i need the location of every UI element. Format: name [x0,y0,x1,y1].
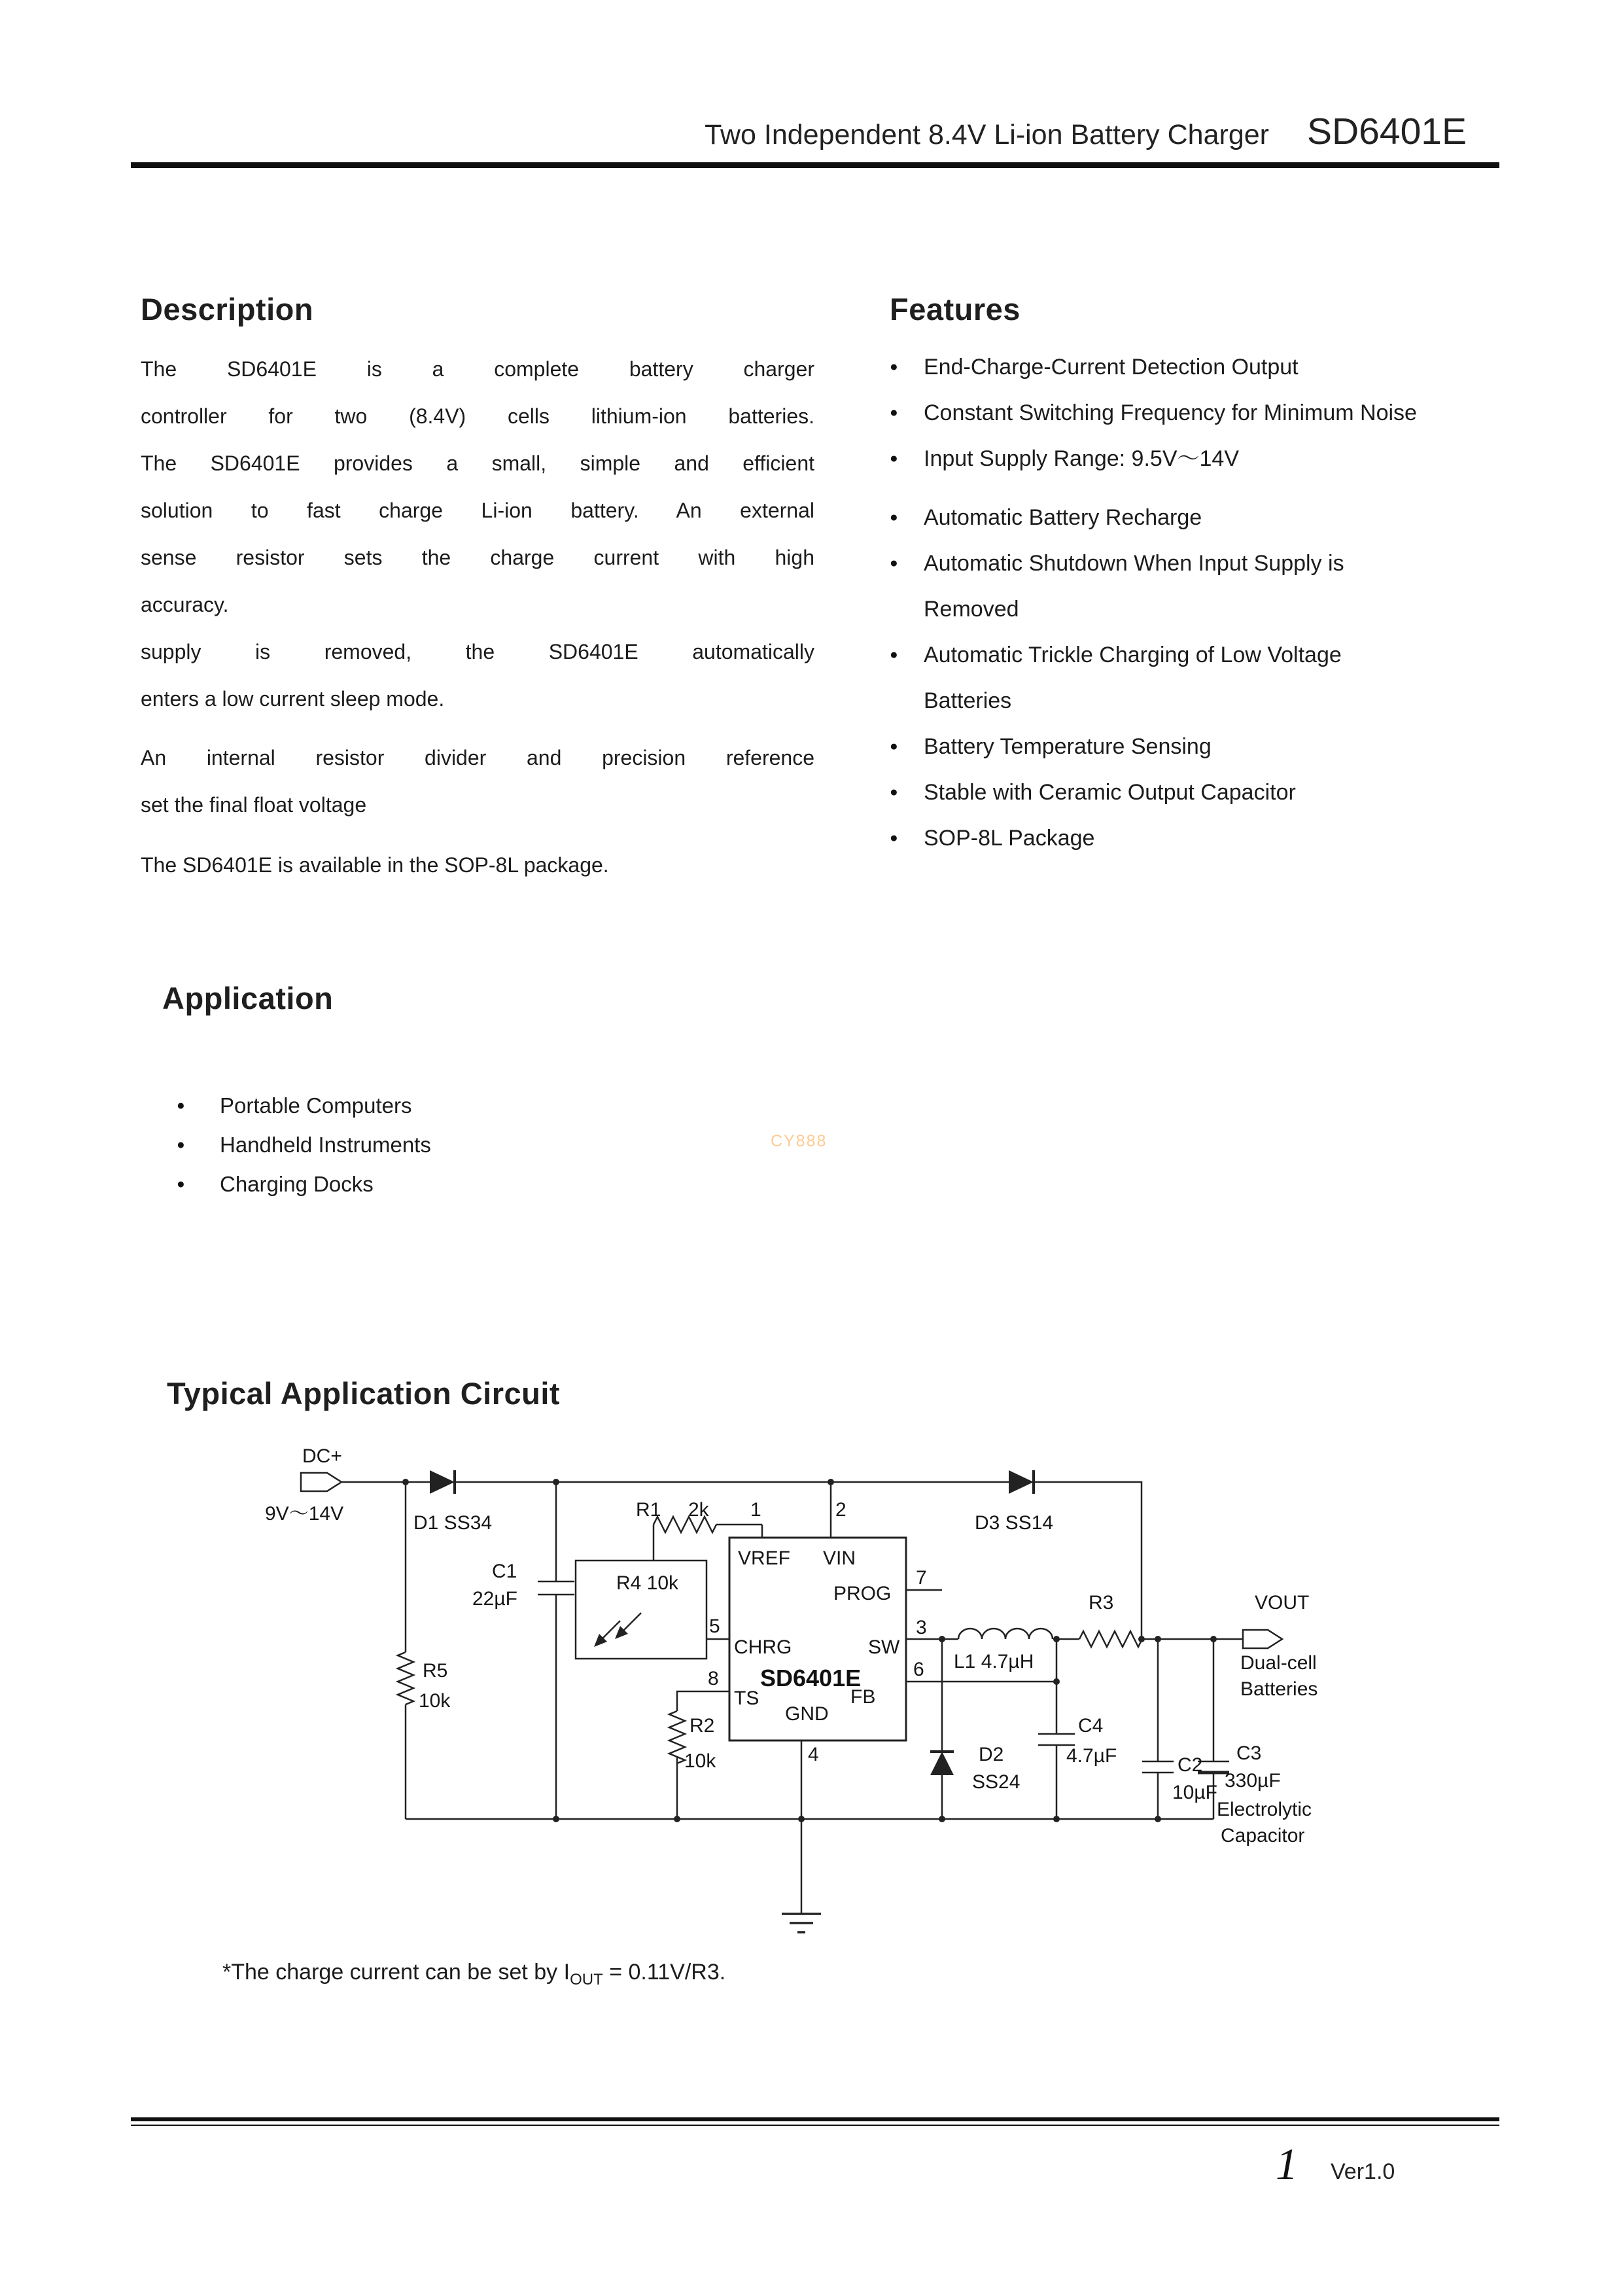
bullet-icon: ● [890,359,898,374]
inductor-l1-symbol [958,1629,1053,1639]
description-line: An internal resistor divider and precision reference [141,746,814,769]
circuit-heading: Typical Application Circuit [167,1376,561,1411]
label-pin1: 1 [750,1499,761,1521]
version-label: Ver1.0 [1331,2159,1395,2184]
dc-input-connector [301,1473,341,1491]
feature-text: SOP-8L Package [924,826,1095,851]
label-c3-note-2: Capacitor [1221,1825,1305,1846]
junction-dots [402,1479,1217,1822]
label-chrg: CHRG [734,1636,792,1658]
label-prog: PROG [833,1583,892,1604]
description-body [141,345,814,889]
resistor-r5-symbol [398,1652,413,1704]
feature-item [890,769,1423,815]
feature-item [890,724,1423,769]
label-pin3: 3 [916,1617,927,1638]
label-c4-name: C4 [1078,1715,1104,1737]
label-r2-value: 10k [684,1750,716,1772]
bullet-icon: ● [177,1137,185,1152]
label-r1-value: 2k [688,1499,709,1521]
application-item [177,1125,765,1165]
feature-text: Constant Switching Frequency for Minimum Noise [924,400,1417,425]
label-ts: TS [734,1687,759,1709]
features-list [890,344,1423,861]
label-pin4: 4 [808,1744,819,1765]
circuit-wires [341,1482,1243,1914]
label-sw: SW [868,1636,900,1658]
application-text: Charging Docks [220,1172,374,1196]
description-section [141,291,814,889]
label-vin: VIN [823,1547,856,1569]
bullet-icon: ● [177,1176,185,1192]
bullet-icon: ● [890,451,898,466]
label-c3-note-1: Electrolytic [1217,1799,1312,1820]
feature-text: Automatic Shutdown When Input Supply is Removed [924,551,1344,622]
feature-text: Battery Temperature Sensing [924,734,1212,759]
label-r1-name: R1 [636,1499,661,1521]
footer-rule [131,2117,1499,2126]
description-line: accuracy. [141,593,229,616]
bullet-icon: ● [890,647,898,662]
label-c4-value: 4.7µF [1066,1745,1117,1767]
label-r3: R3 [1089,1592,1114,1614]
bullet-icon: ● [890,510,898,525]
page-header [0,110,1467,153]
label-r2-name: R2 [689,1715,715,1737]
label-pin2: 2 [835,1499,846,1521]
feature-item [890,390,1423,436]
part-number: SD6401E [1306,111,1467,152]
description-line: controller for two (8.4V) cells lithium-ion batteries. [141,404,814,428]
feature-item [890,815,1423,861]
feature-item [890,632,1423,724]
application-circuit-diagram [262,1436,1374,1960]
bullet-icon: ● [890,785,898,800]
application-item [177,1086,765,1125]
diode-d3-symbol [1009,1470,1034,1494]
application-list [177,1086,765,1204]
label-input-range: 9V～14V [265,1503,344,1525]
label-load-1: Dual-cell [1240,1652,1317,1674]
label-vout: VOUT [1255,1592,1310,1614]
label-vref: VREF [738,1547,791,1569]
watermark: CY888 [771,1132,828,1150]
label-c3-name: C3 [1236,1742,1262,1764]
description-line: sense resistor sets the charge current with high [141,546,814,569]
label-r5-name: R5 [423,1660,448,1682]
application-item [177,1165,765,1204]
page-number: 1 [1276,2139,1298,2189]
feature-text: Input Supply Range: 9.5V～14V [924,446,1239,471]
label-pin8: 8 [708,1668,719,1689]
label-d1: D1 SS34 [413,1512,493,1534]
resistor-r2-symbol [669,1711,685,1763]
description-line: supply is removed, the SD6401E automatically [141,640,814,663]
vout-connector [1243,1630,1282,1648]
application-text: Portable Computers [220,1093,412,1118]
application-text: Handheld Instruments [220,1133,431,1157]
page-footer [1276,2138,1395,2190]
label-pin6: 6 [913,1659,924,1680]
description-line: The SD6401E is available in the SOP-8L package. [141,853,609,877]
description-line: solution to fast charge Li-ion battery. An external [141,499,814,522]
document-title: Two Independent 8.4V Li-ion Battery Charger [705,119,1269,150]
ground-symbol [782,1914,821,1932]
label-c2-value: 10µF [1172,1782,1217,1803]
label-fb: FB [850,1686,876,1708]
label-r4: R4 10k [616,1572,679,1594]
features-section [890,291,1423,861]
note-subscript: OUT [570,1970,603,1988]
label-load-2: Batteries [1240,1678,1318,1700]
label-c3-value: 330µF [1225,1770,1281,1792]
feature-text: Stable with Ceramic Output Capacitor [924,780,1296,805]
description-line: enters a low current sleep mode. [141,687,445,711]
features-heading: Features [890,292,1021,327]
label-ic-name: SD6401E [760,1665,862,1691]
label-dc-plus: DC+ [302,1445,342,1467]
bullet-icon: ● [890,556,898,571]
charge-current-note [222,1960,725,1989]
label-gnd: GND [785,1703,829,1725]
bullet-icon: ● [177,1098,185,1113]
feature-item [890,344,1423,390]
application-heading: Application [162,981,334,1016]
feature-text: End-Charge-Current Detection Output [924,355,1299,380]
note-prefix: *The charge current can be set by I [222,1960,570,1985]
feature-item [890,436,1423,482]
header-rule [131,162,1499,168]
label-c1-name: C1 [492,1561,517,1582]
description-line: The SD6401E is a complete battery charger [141,357,814,381]
label-pin7: 7 [916,1567,927,1589]
feature-item [890,540,1423,632]
feature-text: Automatic Trickle Charging of Low Voltage Batteries [924,643,1342,713]
label-c2-name: C2 [1178,1754,1203,1776]
label-d3: D3 SS14 [975,1512,1054,1534]
feature-item [890,495,1423,540]
label-d2-name: D2 [979,1744,1004,1765]
resistor-r3-symbol [1079,1631,1142,1647]
label-l1: L1 4.7µH [954,1651,1034,1672]
label-d2-value: SS24 [972,1771,1021,1793]
diode-d2-symbol [930,1752,954,1775]
feature-text: Automatic Battery Recharge [924,505,1202,530]
bullet-icon: ● [890,405,898,420]
diode-d1-symbol [430,1470,455,1494]
label-r5-value: 10k [419,1690,451,1712]
label-c1-value: 22µF [472,1588,517,1610]
description-line: The SD6401E provides a small, simple and efficient [141,451,814,475]
note-suffix: = 0.11V/R3. [602,1960,726,1985]
label-pin5: 5 [709,1616,720,1637]
description-heading: Description [141,292,314,327]
bullet-icon: ● [890,739,898,754]
description-line: set the final float voltage [141,793,367,817]
bullet-icon: ● [890,830,898,845]
